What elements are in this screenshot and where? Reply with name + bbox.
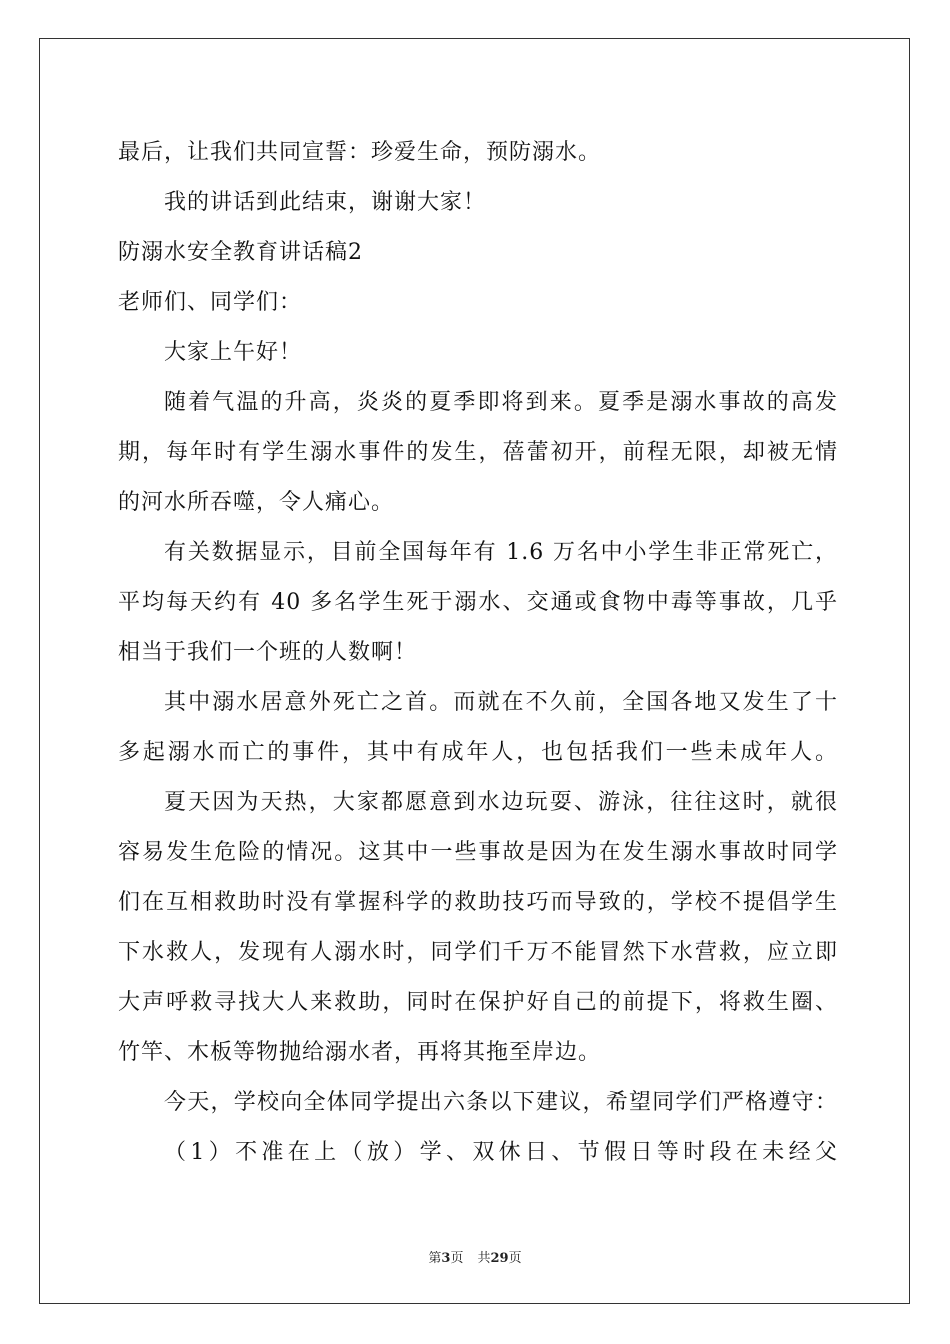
total-label-suffix: 页: [508, 1251, 522, 1266]
current-page-number: 3: [441, 1251, 451, 1266]
text-line: （1）不准在上（放）学、双休日、节假日等时段在未经父: [164, 1140, 838, 1165]
page-footer: [0, 1247, 950, 1266]
text-line: 最后，让我们共同宣誓：珍爱生命，预防溺水。: [118, 140, 602, 165]
total-page-number: 29: [490, 1251, 509, 1266]
text-line: 大家上午好！: [164, 340, 303, 365]
text-line: 竹竿、木板等物抛给溺水者，再将其拖至岸边。: [118, 1040, 602, 1065]
text-line: 平均每天约有 40 多名学生死于溺水、交通或食物中毒等事故，几乎: [118, 590, 838, 615]
text-line: 多起溺水而亡的事件，其中有成年人，也包括我们一些未成年人。: [118, 740, 838, 765]
text-line: 夏天因为天热，大家都愿意到水边玩耍、游泳，往往这时，就很: [164, 790, 838, 815]
page-label-prefix: 第: [428, 1251, 442, 1266]
text-line: 老师们、同学们：: [118, 290, 303, 315]
text-line: 有关数据显示，目前全国每年有 1.6 万名中小学生非正常死亡，: [164, 540, 838, 565]
text-line: 今天，学校向全体同学提出六条以下建议，希望同学们严格遵守：: [164, 1090, 838, 1115]
text-line: 随着气温的升高，炎炎的夏季即将到来。夏季是溺水事故的高发: [164, 390, 838, 415]
text-line: 其中溺水居意外死亡之首。而就在不久前，全国各地又发生了十: [164, 690, 838, 715]
text-line: 我的讲话到此结束，谢谢大家！: [164, 190, 487, 215]
text-line: 期，每年时有学生溺水事件的发生，蓓蕾初开，前程无限，却被无情: [118, 440, 838, 465]
document-body: [118, 128, 838, 1178]
page-label-suffix: 页: [450, 1251, 464, 1266]
text-line: 们在互相救助时没有掌握科学的救助技巧而导致的，学校不提倡学生: [118, 890, 838, 915]
text-line: 相当于我们一个班的人数啊！: [118, 640, 418, 665]
text-line: 大声呼救寻找大人来救助，同时在保护好自己的前提下，将救生圈、: [118, 990, 838, 1015]
text-line: 容易发生危险的情况。这其中一些事故是因为在发生溺水事故时同学: [118, 840, 838, 865]
total-label-prefix: 共: [477, 1251, 491, 1266]
text-line: 防溺水安全教育讲话稿2: [118, 240, 363, 265]
text-line: 的河水所吞噬，令人痛心。: [118, 490, 395, 515]
text-line: 下水救人，发现有人溺水时，同学们千万不能冒然下水营救，应立即: [118, 940, 838, 965]
